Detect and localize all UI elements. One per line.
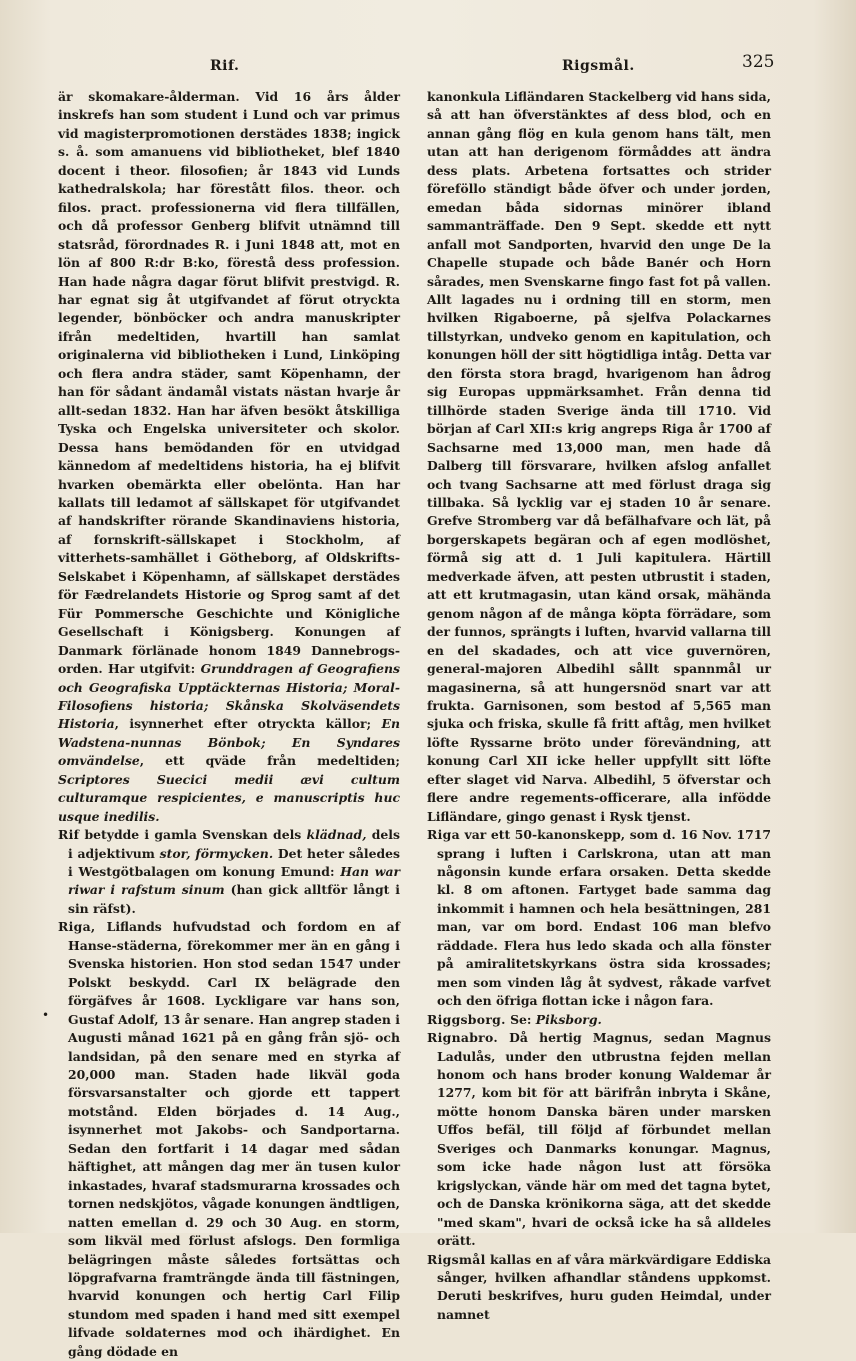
entry-headword: Riga bbox=[427, 827, 460, 843]
right-column bbox=[427, 88, 771, 1324]
work-titles: Scriptores Suecici medii ævi cultum culturamque respicientes, e manuscriptis huc usque inedilis. bbox=[58, 771, 400, 824]
entry-text: Se: bbox=[505, 1011, 536, 1027]
entry-rif bbox=[58, 826, 400, 918]
entry-text: (han gick alltför långt i sin räfst). bbox=[68, 882, 401, 916]
cross-reference: Piksborg. bbox=[535, 1011, 602, 1027]
entry-italic: stor, förmycken. bbox=[159, 845, 274, 861]
entry-headword: Riggsborg. bbox=[427, 1011, 506, 1027]
entry-text: , isynnerhet efter otryckta källor; bbox=[114, 716, 372, 732]
entry-text: var ett 50-kanonskepp, som d. 16 Nov. 1717 sprang i luften i Carlskrona, utan att man någonsin kunde erfara orsaken. Detta skedde kl. 8 om aftonen. Fartyget bade samma dag inkommit i hamnen och hela besättningen, 281 man, var om bord. Endast 106 man blefvo räddade. Flera hus ledo skada och alla fönster på amiralitetskyrkans östra sida krossades; men som vinden låg åt sydvest, råkade varfvet och den öfriga flottan icke i någon fara. bbox=[437, 827, 771, 1009]
header-left-word: Rif. bbox=[210, 58, 240, 74]
margin-mark: • bbox=[42, 1008, 50, 1022]
entry-headword: Rigsmål bbox=[427, 1251, 486, 1267]
running-header bbox=[0, 52, 856, 76]
entry-riggsborg bbox=[427, 1011, 771, 1029]
entry-italic: Han war riwar i rafstum sinum bbox=[68, 864, 401, 898]
entry-headword: Riga, bbox=[58, 919, 96, 935]
work-titles: En Wadstena-nunnas Bönbok; En Syndares omvändelse bbox=[58, 716, 400, 769]
entry-riga bbox=[58, 918, 400, 1361]
entry-text: , ett qväde från medeltiden; bbox=[139, 753, 400, 769]
page-number: 325 bbox=[742, 52, 775, 72]
entry-text: Liflands hufvudstad och fordom en af Hanse-städerna, förekommer mer än en gång i Svenska historien. Hon stod sedan 1547 under Polskt beskydd. Carl IX belägrade den förgäfves år 1608. Lyckligare var hans son, Gustaf Adolf, 13 år senare. Han angrep staden i Augusti månad 1621 på en gång från sjö- och landsidan, på den senare med en styrka af 20,000 man. Staden hade likväl goda försvarsanstalter och gjorde ett tappert motstånd. Elden börjades d. 14 Aug., isynnerhet mot Jakobs- och Sandportarna. Sedan den fortfarit i 14 dagar med sådan häftighet, att mången dag mer än tusen kulor inkastades, hvaraf stadsmurarna krossades och tornen nedskjötos, vågade konungen ändtligen, natten emellan d. 29 och 30 Aug. en storm, som likväl med förlust afslogs. Den formliga belägringen måste således fortsättas och löpgrafvarna framträngde ända till fästningen, hvarvid konungen och hertig Carl Filip stundom med spaden i hand med sitt exempel lifvade soldaternes mod och ihärdighet. En gång dödade en bbox=[68, 919, 400, 1359]
entry-headword: Rignabro. bbox=[427, 1030, 498, 1046]
entry-text: kallas en af våra märkvärdigare Eddiska sånger, hvilken afhandlar ståndens uppkomst. Deruti beskrifves, huru guden Heimdal, under namnet bbox=[437, 1251, 771, 1322]
work-titles: Grunddragen af Geografiens och Geografiska Upptäckternas Historia; Moral-Filosofiens historia; Skånska Skolväsendets Historia bbox=[58, 661, 400, 732]
left-column bbox=[58, 88, 400, 1361]
entry-text: Då hertig Magnus, sedan Magnus Ladulås, under den utbrustna fejden mellan honom och hans broder konung Waldemar år 1277, kom bit för att bärifrån inbryta i Skåne, mötte honom Danska bären under marsken Uffos befäl, till följd af förbundet mellan Sveriges och Danmarks konungar. Magnus, som icke hade någon lust att försöka krigslyckan, vände här om med det tagna bytet, och de Danska krönikorna säga, att det skedde "med skam", hvari de också icke ha så alldeles orätt. bbox=[437, 1030, 771, 1249]
header-right-word: Rigsmål. bbox=[562, 58, 635, 74]
entry-italic: klädnad, bbox=[306, 827, 367, 843]
entry-text: betydde i gamla Svenskan dels bbox=[79, 827, 307, 843]
entry-headword: Rif bbox=[58, 827, 80, 843]
continued-entry bbox=[58, 88, 400, 826]
entry-text: Det heter således i Westgötbalagen om konung Emund: bbox=[68, 845, 400, 880]
entry-rigsmal bbox=[427, 1251, 771, 1325]
entry-text: kanonkula Lifländaren Stackelberg vid hans sida, så att han öfverstänktes af dess blod, och en annan gång flög en kula genom hans tält, men utan att han derigenom förmåddes att ändra dess plats. Arbetena fortsattes och strider föreföllo ständigt både öfver och under jorden, emedan båda sidornas minörer ibland sammanträffade. Den 9 Sept. skedde ett nytt anfall mot Sandporten, hvarvid den unge De la Chapelle stupade och både Banér och Horn sårades, men Svenskarne fingo fast fot på vallen. Allt lagades nu i ordning till en storm, men hvilken Rigaboerne, på sjelfva Polackarnes tillstyrkan, undveko genom en kapitulation, och konungen höll der sitt högtidliga intåg. Detta var den första stora bragd, hvarigenom han ådrog sig Europas uppmärksamhet. Från denna tid tillhörde staden Sverige ända till 1710. Vid början af Carl XII:s krig angreps Riga år 1700 af Sachsarne med 13,000 man, men hade då Dalberg till försvarare, hvilken afslog anfallet och tvang Sachsarne att med förlust draga sig tillbaka. Så lycklig var ej staden 10 år senare. Grefve Stromberg var då befälhafvare och lät, på borgerskapets begäran och af egen modlöshet, förmå sig att d. 1 Juli kapitulera. Härtill medverkade äfven, att pesten utbrustit i staden, att ett krutmagasin, utan känd orsak, mähända genom någon af de många köpta förrädare, som der funnos, sprängts i luften, hvarvid vallarna till en del skadades, och att vice guvernören, general-majoren Albedihl sållt spannmål ur magasinerna, så att hungersnöd snart var att frukta. Garnisonen, som bestod af 5,565 man sjuka och friska, skulle få fritt aftåg, men hvilket löfte Ryssarne bröto under förevändning, att konung Carl XII icke heller uppfyllt sitt löfte efter slaget vid Narva. Albedihl, 5 öfverstar och flere andre regements-officerare, alla infödde Lifländare, gingo genast i Rysk tjenst. bbox=[427, 89, 771, 824]
entry-text: dels i adjektivum bbox=[68, 827, 400, 861]
continued-entry bbox=[427, 88, 771, 826]
entry-rignabro bbox=[427, 1029, 771, 1250]
entry-riga-ship bbox=[427, 826, 771, 1011]
entry-text: är skomakare-ålderman. Vid 16 års ålder inskrefs han som student i Lund och var primus vid magisterpromotionen derstädes 1838; ingick s. å. som amanuens vid bibliotheket, blef 1840 docent i theor. filosofien; år 1843 vid Lunds kathedralskola; har förestått filos. theor. och filos. pract. professionerna vid flera tillfällen, och då professor Genberg blifvit utnämnd till statsråd, förordnades R. i Juni 1848 att, mot en lön af 800 R:dr B:ko, förestå dess profession. Han hade några dagar förut blifvit prestvigd. R. har egnat sig åt utgifvandet af förut otryckta legender, bönböcker och andra manuskripter ifrån medeltiden, hvartill han samlat originalerna vid bibliotheken i Lund, Linköping och flera andra städer, samt Köpenhamn, der han för sådant ändamål vistats nästan hvarje år allt-sedan 1832. Han har äfven besökt åtskilliga Tyska och Engelska universiteter och skolor. Dessa hans bemödanden för en utvidgad kännedom af medeltidens historia, ha ej blifvit hvarken obemärkta eller obelönta. Han har kallats till ledamot af sällskapet för utgifvandet af handskrifter rörande Skandinaviens historia, af fornskrift-sällskapet i Stockholm, af vitterhets-samhället i Götheborg, af Oldskrifts-Selskabet i Köpenhamn, af sällskapet derstädes för Fædrelandets Historie og Sprog samt af det Für Pommersche Geschichte und Königliche Gesellschaft i Königsberg. Konungen af Danmark förlänade honom 1849 Dannebrogs-orden. Har utgifvit: bbox=[58, 89, 400, 677]
